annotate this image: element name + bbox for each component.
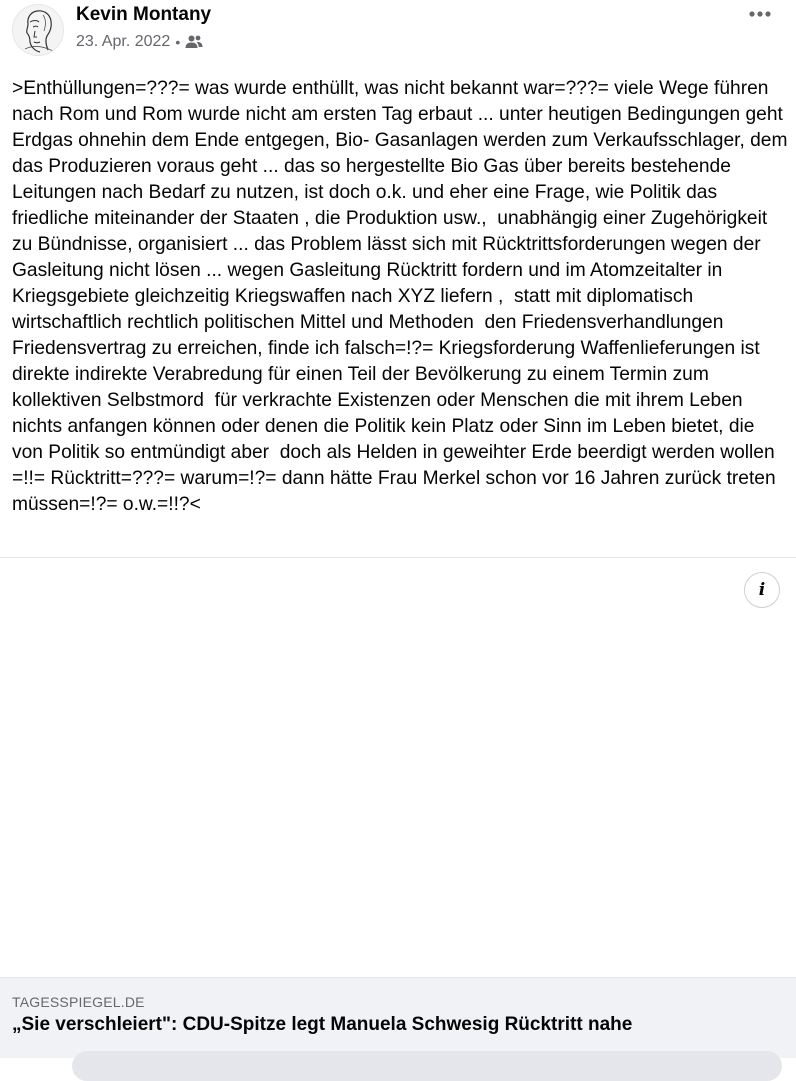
info-icon: i: [758, 579, 766, 600]
link-preview-image[interactable]: [0, 558, 796, 976]
post-header: [0, 0, 796, 70]
link-title[interactable]: „Sie verschleiert": CDU-Spitze legt Manuela Schwesig Rücktritt nahe: [12, 1014, 633, 1035]
more-options-icon: [748, 10, 772, 18]
info-button[interactable]: [744, 572, 780, 608]
author-name[interactable]: Kevin Montany: [76, 4, 212, 25]
avatar-sketch-icon: [13, 5, 64, 56]
more-options-button[interactable]: [744, 4, 776, 24]
link-preview-card[interactable]: [0, 977, 796, 1058]
avatar[interactable]: [12, 4, 64, 56]
post-meta: [76, 32, 203, 52]
meta-separator: •: [175, 34, 181, 50]
link-domain: TAGESSPIEGEL.DE: [12, 994, 145, 1010]
post-text: >Enthüllungen=???= was wurde enthüllt, was nicht bekannt war=???= viele Wege führen nach Rom und Rom wurde nicht am ersten Tag erbaut ... unter heutigen Bedingungen geht Erdgas ohnehin dem Ende entgegen, Bio- Gasanlagen werden zum Verkaufsschlager, dem das Produzieren voraus geht ... das so hergestellte Bio Gas über bereits bestehende Leitungen nach Bedarf zu nutzen, ist doch o.k. und eher eine Frage, wie Politik das friedliche miteinander der Staaten , die Produktion usw., unabhängig einer Zugehörigkeit zu Bündnisse, organisiert ... das Problem lässt sich mit Rücktrittsforderungen wegen der Gasleitung nicht lösen ... wegen Gasleitung Rücktritt fordern und im Atomzeitalter in Kriegsgebiete gleichzeitig Kriegswaffen nach XYZ liefern , statt mit diplomatisch wirtschaftlich rechtlich politischen Mittel und Methoden den Friedensverhandlungen Friedensvertrag zu erreichen, finde ich falsch=!?= Kriegsforderung Waffenlieferungen ist direkte indirekte Verabredung für einen Teil der Bevölkerung zu einem Termin zum kollektiven Selbstmord für verkrachte Existenzen oder Menschen die mit ihrem Leben nichts anfangen können oder denen die Politik kein Platz oder Sinn im Leben bietet, die von Politik so entmündigt aber doch als Helden in geweihter Erde beerdigt werden wollen =!!= Rücktritt=???= warum=!?= dann hätte Frau Merkel schon vor 16 Jahren zurück treten müssen=!?= o.w.=!!?<: [12, 78, 793, 515]
friends-icon[interactable]: [185, 34, 203, 50]
comment-input-bar[interactable]: [72, 1051, 782, 1081]
post-date[interactable]: 23. Apr. 2022: [76, 33, 171, 50]
